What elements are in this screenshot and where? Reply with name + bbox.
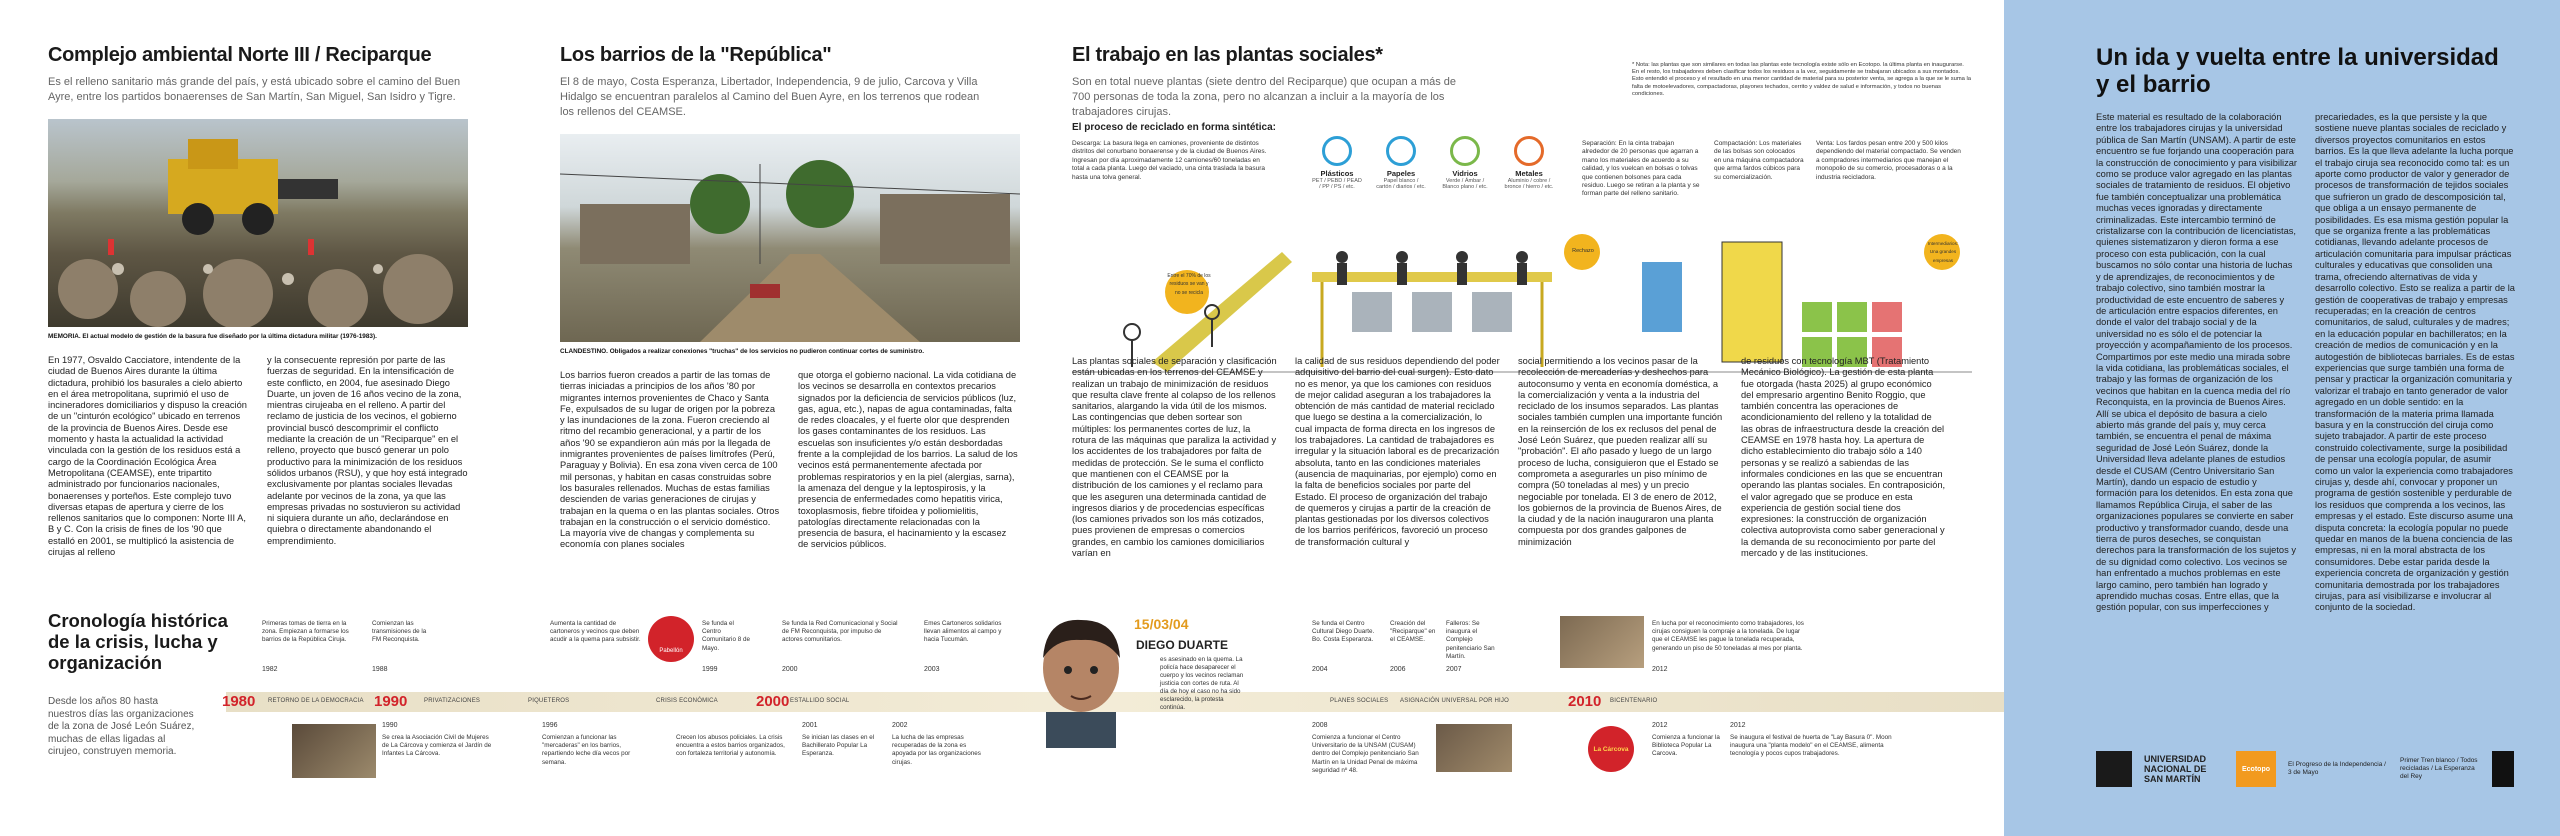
- ecotopo-logo: Ecotopo: [2236, 751, 2276, 787]
- event-top: Se funda el Centro Comunitario 8 de Mayo.: [702, 620, 750, 652]
- body-col-1: En 1977, Osvaldo Cacciatore, intendente de la ciudad de Buenos Aires durante la última dictadura, prohibió los basurales a cielo abierto en el área metropolitana, suprimió el uso de incineradores domiciliarios y dispuso la creación de un "cinturón ecológico" ubicado en terrenos de la provincia de Buenos Aires. Desde ese momento y hasta la actualidad la actividad vinculada con la gestión de los residuos está a cargo de la Coordinación Ecológica Área Metropolitana (CEAMSE), ente tripartito administrado por funcionarios nacionales, bonaerenses y porteños. Este complejo tuvo diversas etapas de apertura y cierre de los rellenos sanitarios que lo componen: Norte III A, B y C. Con la crisis de fines de los '90 que estalló en 2001, se multiplicó la asistencia de cirujas al relleno: [48, 355, 247, 558]
- body-col-2: y la consecuente represión por parte de las fuerzas de seguridad. En la intensificación de este conflicto, en 2004, fue asesinado Diego Duarte, un joven de 16 años vecino de la zona, mientras cirujeaba en el relleno. A partir del reclamo de justicia de los vecinos, el gobierno provincial buscó descomprimir el conflicto mediante la creación de un "Reciparque" en el relleno, proyecto que buscó generar un polo productivo para la minimización de los residuos sólidos urbanos (RSU), y que hoy está integrado exclusivamente por plantas sociales llevadas adelante por vecinos de la zona, ya que las empresas privadas no sostuvieron su actividad ni siquiera durante un año, declarándose en quiebra o directamente abandonando el emprendimiento.: [267, 355, 468, 546]
- section-title: El trabajo en las plantas sociales*: [1072, 44, 1383, 66]
- footnote: * Nota: las plantas que son similares en todas las plantas este tecnología existe sólo en Ecotopo. la última planta en inaugurarse. En el resto, los trabajadores deben clasificar todos los residuos a la vez, seguidamente se trabajaran ubicados a sus montados. Esto entendió el proceso y el resultado en una menor cantidad de material para su posterior venta, se agrega a la que se le suma la falta de motoelevadores, compactadoras, playones techados, cerrito y valdez de salud e información, y todos no buenas condiciones.: [1632, 62, 1972, 97]
- event-year: 2012: [1652, 722, 1668, 729]
- diagram-title: El proceso de reciclado en forma sintética:: [1072, 122, 1276, 133]
- paper-icon: [1386, 136, 1416, 166]
- event-year: 2008: [1312, 722, 1328, 729]
- category-papeles: [1376, 136, 1426, 226]
- event-top: Creación del "Reciparque" en el CEAMSE.: [1390, 620, 1436, 644]
- badge-intermediarios: Intermediarios: Una grandes empresas: [1927, 241, 1959, 263]
- bird-logo-icon: [2492, 751, 2514, 787]
- section-title: Los barrios de la "República": [560, 44, 832, 66]
- event-year: 2012: [1652, 666, 1668, 673]
- category-label: Metales: [1515, 169, 1543, 178]
- event-top: Se funda la Red Comunicacional y Social de FM Reconquista, por impulso de actores comunitarios.: [782, 620, 898, 644]
- era-label: ASIGNACIÓN UNIVERSAL POR HIJO: [1400, 698, 1509, 704]
- section-barrios: [560, 44, 1020, 551]
- event-year: 2012: [1730, 722, 1746, 729]
- photo-caption: CLANDESTINO. Obligados a realizar conexiones "truchas" de los servicios no pudieron continuar cortes de suministro.: [560, 348, 925, 355]
- event-photo: [292, 724, 376, 778]
- can-icon: [1514, 136, 1544, 166]
- body-col-1: Las plantas sociales de separación y clasificación están ubicadas en los terrenos del CEAMSE y realizan un trabajo de minimización de residuos que resulta clave frente al colapso de los rellenos sanitarios, alargando la vida útil de los mismos. Las contingencias que deben sortear son múltiples: los permanentes cortes de luz, la rotura de las máquinas que paraliza la actividad y los accidentes de los trabajadores por falta de medidas de protección. Se le suma el conflicto que mantienen con el CEAMSE por la distribución de los camiones y el reclamo para que les aseguren una determinada cantidad de ingresos diarios y de procedencias específicas (los camiones privados son los más cotizados, pues provienen de empresas o comercios grandes, en cambio los camiones domiciliarios varían en: [1072, 356, 1277, 559]
- photo-caption: MEMORIA. El actual modelo de gestión de la basura fue diseñado por la última dictadura militar (1976-1983).: [48, 333, 377, 340]
- event-top: En lucha por el reconocimiento como trabajadores, los cirujas consiguen la compraje a la tonelada. De lugar que el CEAMSE les pague la tonelada recuperada, generando un piso de 50 toneladas al mes por planta.: [1652, 620, 1804, 652]
- unsam-logo-icon: [2096, 751, 2132, 787]
- category-label: Plásticos: [1320, 169, 1354, 178]
- event-bottom: Se inician las clases en el Bachillerato Popular La Esperanza.: [802, 734, 875, 758]
- category-desc: PET / PEBD / PEAD / PP / PS / etc.: [1312, 178, 1362, 190]
- event-photo: [1436, 724, 1512, 772]
- diego-date: 15/03/04: [1134, 616, 1189, 632]
- event-top: Se funda el Centro Cultural Diego Duarte. Bo. Costa Esperanza.: [1312, 620, 1375, 644]
- category-metales: [1504, 136, 1554, 226]
- step-compactacion: Compactación: Los materiales de las bolsas son colocados en una máquina compactadora que arma fardos cúbicos para su comercialización.: [1714, 140, 1804, 181]
- section-title: Complejo ambiental Norte III / Reciparque: [48, 44, 432, 66]
- era-label: BICENTENARIO: [1610, 698, 1658, 704]
- aside-panel: [2004, 0, 2560, 836]
- event-bottom: Se inaugura el festival de huerta de "Lay Basura 0". Moon inaugura una "planta modelo" en el CEAMSE, alimenta tecnología y pocos cupos trabajadores.: [1730, 734, 1892, 758]
- decade-1980: 1980: [222, 693, 256, 710]
- logo-strip: [2096, 744, 2516, 794]
- step-separacion: Separación: En la cinta trabajan alrededor de 20 personas que agarran a mano los materiales de acuerdo a su calidad, y los vuelcan en bolsas o tolvas que contienen bolsones para cada residuo. Luego se retiran a la planta y se forman parte del relleno sanitario.: [1582, 140, 1700, 198]
- section-reciparque: [48, 44, 468, 558]
- event-top: Comienzan las transmisiones de la FM Reconquista.: [372, 620, 427, 644]
- step-venta: Venta: Los fardos pesan entre 200 y 500 kilos dependiendo del material compactado. Se venden a compradores intermediarios que manejan el monopolio de su comercio, procesadoras o a la industria recicladora.: [1816, 140, 1961, 181]
- neighborhood-photo: [560, 134, 1020, 342]
- event-year: 1990: [382, 722, 398, 729]
- badge-rechazo: Rechazo: [1572, 248, 1594, 254]
- category-label: Vidrios: [1452, 169, 1478, 178]
- section-body: [48, 355, 468, 558]
- event-bottom: Comienzan a funcionar las "mercaderas" en los barrios, repartiendo leche día vecos por semana.: [542, 734, 631, 766]
- event-year: 1982: [262, 666, 278, 673]
- event-year: 2000: [782, 666, 798, 673]
- badge-reject-percent: Entre el 70% de los residuos se van y no se recicla: [1167, 273, 1211, 296]
- recycling-diagram: [1072, 122, 1972, 392]
- street-illustration: [560, 134, 1020, 342]
- timeline-title: Cronología histórica de la crisis, lucha y organización: [48, 610, 228, 673]
- event-bottom: Comienza a funcionar el Centro Universitario de la UNSAM (CUSAM) dentro del Complejo penitenciario San Martín en la Unidad Penal de máxima seguridad nº 48.: [1312, 734, 1419, 774]
- section-subtitle: El 8 de mayo, Costa Esperanza, Libertador, Independencia, 9 de julio, Carcova y Villa Hidalgo se encuentran paralelos al Camino del Buen Ayre, en los terrenos que rodean los rellenos del CEAMSE.: [560, 76, 980, 118]
- body-col-2: que otorga el gobierno nacional. La vida cotidiana de los vecinos se desarrolla en contextos precarios signados por la deficiencia de servicios públicos (luz, gas, agua, etc.), napas de agua contaminadas, falta de redes cloacales, y el fuerte olor que desprenden los gases contaminantes de los residuos. Las escuelas son insuficientes y/o están desbordadas frente a la complejidad de los barrios. La salud de los vecinos está permanentemente afectada por problemas respiratorios y en la piel (alergias, sarna), la amenaza del dengue y la leptospirosis, y la presencia de enfermedades como hepatitis virica, toxoplasmosis, fiebre tifoidea y poliomielitis, patologías directamente relacionadas con la presencia de basura, el hacinamiento y la escasez de servicios públicos.: [798, 370, 1018, 550]
- decade-1990: 1990: [374, 693, 408, 710]
- event-bottom: La lucha de las empresas recuperadas de la zona es apoyada por las organizaciones cirujas.: [892, 734, 981, 766]
- section-subtitle: Es el relleno sanitario más grande del país, y está ubicado sobre el camino del Buen Ayre, entre los partidos bonaerenses de San Martín, San Miguel, San Isidro y Tigre.: [48, 76, 461, 103]
- diego-name: DIEGO DUARTE: [1136, 638, 1229, 652]
- event-year: 2006: [1390, 666, 1406, 673]
- body-col-3: social permitiendo a los vecinos pasar de la recolección de mercaderías y deshechos para autoconsumo y venta en economía doméstica, a la comercialización y venta a la industria del reciclado de los insumos separados. Las plantas sociales también cumplen una importante función en la reinserción de los ex reclusos del penal de José León Suárez, que pueden realizar allí su "probación". El año pasado y luego de un largo proceso de lucha, consiguieron que el Estado se comprometa a asegurarles un piso mínimo de compra (50 toneladas al mes) y un precio negociable por tonelada. El 3 de enero de 2012, los gobiernos de la provincia de Buenos Aires, de la ciudad y de la nación inauguraron una planta compuesta por dos grandes galpones de minimización: [1518, 356, 1723, 547]
- decade-2010: 2010: [1568, 693, 1602, 710]
- tren-logo: Primer Tren blanco / Todos recicladas / La Esperanza del Rey: [2400, 757, 2478, 780]
- carcova-badge-icon: La Cárcova: [1588, 726, 1634, 772]
- ecotopo-sub: El Progreso de la Independencia / 3 de Mayo: [2288, 761, 2386, 776]
- event-bottom: Comienza a funcionar la Biblioteca Popular La Carcova.: [1652, 734, 1720, 758]
- event-top: Falleros: Se inaugura el Complejo penitenciario San Martín.: [1446, 620, 1495, 660]
- event-bottom: Crecen los abusos policiales. La crisis encuentra a estos barrios organizados, con fortaleza territorial y autonomía.: [676, 734, 785, 758]
- era-label: RETORNO DE LA DEMOCRACIA: [268, 698, 364, 704]
- diego-text: es asesinado en la quema. La policía hace desaparecer el cuerpo y los vecinos reclaman justicia con cortes de ruta. Al día de hoy el caso no ha sido esclarecido, la protesta continúa.: [1160, 656, 1244, 711]
- era-label: CRISIS ECONÓMICA: [656, 698, 718, 704]
- diego-portrait: [1026, 608, 1136, 748]
- glass-icon: [1450, 136, 1480, 166]
- event-year: 2007: [1446, 666, 1462, 673]
- event-top: Aumenta la cantidad de cartoneros y vecinos que deben acudir a la quema para subsistir.: [550, 620, 641, 644]
- event-year: 1988: [372, 666, 388, 673]
- era-label: PLANES SOCIALES: [1330, 698, 1389, 704]
- timeline: [0, 594, 2004, 836]
- event-year: 1999: [702, 666, 718, 673]
- unsam-logo: UNIVERSIDAD NACIONAL DE SAN MARTÍN: [2144, 754, 2207, 784]
- event-year: 1996: [542, 722, 558, 729]
- era-label: ESTALLIDO SOCIAL: [790, 698, 850, 704]
- event-year: 2002: [892, 722, 908, 729]
- category-label: Papeles: [1386, 169, 1416, 178]
- landfill-illustration: [48, 119, 468, 327]
- category-plasticos: [1312, 136, 1362, 226]
- event-top: Primeras tomas de tierra en la zona. Empiezan a formarse los barrios de la República Ciruja.: [262, 620, 349, 644]
- body-col-4: de residuos con tecnología MBT (Tratamiento Mecánico Biológico). La gestión de esta planta fue otorgada (hasta 2025) al grupo económico del empresario argentino Benito Roggio, que también concentra las operaciones de acondicionamiento del relleno y la totalidad de las obras de infraestructura desde la creación del CEAMSE en 1978 hasta hoy. La apertura de dicho establecimiento dio trabajo sólo a 140 personas y se realizó a sabiendas de las informales condiciones en las que se encuentran operando las plantas sociales. En contraposición, el valor agregado que se produce en esta experiencia de gestión social tiene dos expresiones: la construcción de organización colectiva autoprovista como saber generacional y la demanda de su reconocimiento por parte del mercado y de las instituciones.: [1741, 356, 1946, 559]
- cronica-badge-icon: Pabellón: [648, 616, 694, 662]
- category-desc: Verde / Ámbar / Blanco plano / etc.: [1442, 178, 1488, 190]
- decade-2000: 2000: [756, 693, 790, 710]
- step-descarga: Descarga: La basura llega en camiones, proveniente de distintos distritos del conurbano bonaerense y de la ciudad de Buenos Aires. Ingresan por día aproximadamente 12 camiones/60 toneladas en total a cada planta. Luego del vaciado, una cinta traslada la basura hasta una tolva general.: [1072, 140, 1267, 181]
- category-desc: Aluminio / cobre / bronce / hierro / etc.: [1504, 178, 1554, 190]
- aside-body: Este material es resultado de la colaboración entre los trabajadores cirujas y la universidad pública de San Martín (UNSAM). A partir de este encuentro se fue forjando una cooperación para la construcción de conocimiento y para visibilizar como se produce valor agregado en las plantas sociales de tratamiento de residuos. El objetivo fue también conceptualizar una problemática muchas veces ignoradas y directamente criminalizadas. Este intercambio terminó de cristalizarse con la contribución de licenciatistas, quienes sistematizaron y dieron forma a ese proceso con esta publicación, con la cual buscamos no sólo contar una historia de luchas y de aprendizajes, de reconocimientos y de trabajo colectivo, sino también mostrar la productividad de este encuentro de saberes y de articulación entre espacios diferentes, en donde el valor del trabajo social y de la universidad no es sólo el de potenciar la proyección y acompañamiento de los procesos. Compartimos por este medio una mirada sobre la vida cotidiana, las problemáticas sociales, el trabajo y las formas de organización de los vecinos que habitan en la cuenca media del río Reconquista, en la provincia de Buenos Aires. Allí se ubica el depósito de basura a cielo abierto más grande del país y, muy cerca también, se encuentra el penal de máxima seguridad de José León Suárez, donde la Universidad lleva adelante planes de estudios desde el CUSAM (Centro Universitario San Martín), dando un espacio de estudio y formación para los detenidos. En esta zona que llamamos República Ciruja, el saber de las organizaciones populares se convierte en saber productivo y transformador cuando, desde una tierra de puros deseches, se conquistan derechos para la transformación de los sujetos y de su dignidad como colectivo. Los vecinos se han enfrentado a muchos problemas en este largo camino, pero también han logrado y aprendido muchas cosas. Entre ellas, que la gestión popular, con sus imperfecciones y precariedades, es la que persiste y la que sostiene nueve plantas sociales de reciclado y diversos proyectos comunitarios en estos barrios. Es la que lleva adelante la lucha porque el trabajo ciruja sea reconocido como tal: es un aporte como productor de valor y generador de procesos de transformación de tejidos sociales que sufrieron un grado de descomposición tal, que obliga a un ensayo permanente de posibilidades. Es esa misma gestión popular la que se organiza frente a las problemáticas cotidianas, llevando adelante procesos de articulación comunitaria para impulsar prácticas culturales y educativas que consoliden una trama, ofreciendo alternativas de vida y desarrollo colectivo. Esto se realiza a partir de la gestión de cooperativas de trabajo y empresas recuperadas; en la creación de centros comunitarios, de salud, culturales y de madres; en la educación popular en bachilleratos; en la creación de medios de comunicación y en la autogestión de bibliotecas barriales. Es de estas experiencias que surge también una forma de pensar y practicar la organización comunitaria y valorizar el trabajo en tanto generador de valor agregado en un doble sentido: en la transformación de la materia prima llamada basura y en la construcción del ciruja como sujeto trabajador. A partir de este proceso construido colectivamente, surge la posibilidad de pensar una ecología popular, de asumir como un valor la experiencia como trabajadores cirujas y, desde ahí, convocar y proponer un programa de gestión sostenible y perdurable de los residuos que comprenda a los vecinos, las empresas y el estado. Este discurso asume una disputa concreta: la ecología popular no puede quedar en manos de la buena conciencia de las empresas, ni en la moral abstracta de los consumidores. Debe estar parida desde la experiencia concreta de organización y gestión comunitaria demostrada por los trabajadores cirujas, para así visibilizarse e involucrar al conjunto de la sociedad.: [2096, 112, 2515, 613]
- category-desc: Papel blanco / cartón / diarios / etc.: [1376, 178, 1426, 190]
- event-bottom: Se crea la Asociación Civil de Mujeres de La Cárcova y comienza el Jardín de Infantes La Cárcova.: [382, 734, 492, 758]
- aside-title: Un ida y vuelta entre la universidad y el barrio: [2096, 44, 2499, 98]
- era-label: PRIVATIZACIONES: [424, 698, 481, 704]
- event-year: 2001: [802, 722, 818, 729]
- era-label: PIQUETEROS: [528, 698, 570, 704]
- body-col-1: Los barrios fueron creados a partir de las tomas de tierras iniciadas a principios de los años '80 por migrantes internos provenientes de Chaco y Santa Fe, expulsados de su lugar de origen por la pobreza y las inundaciones de la zona. Fueron creciendo al ritmo del recambio generacional, y a partir de los años '90 se expandieron aún más por la llegada de inmigrantes provenientes de países limítrofes (Perú, Paraguay y Bolivia). En esa zona viven cerca de 100 mil personas, y habitan en casas construidas sobre los basurales rellenados. Muchas de estas familias descienden de varias generaciones de cirujas y trabajan en la quema o en las plantas sociales. Otros trabajan en la construcción o el servicio doméstico. La mayoría vive de changas y complementa su economía con planes sociales: [560, 370, 780, 550]
- body-col-2: la calidad de sus residuos dependiendo del poder adquisitivo del barrio del cual surgen). Esto dato no es menor, ya que los camiones con residuos de mejor calidad aseguran a los trabajadores la obtención de más cantidad de material reciclado que luego se destina a la comercialización, lo cual impacta de forma directa en los ingresos de los trabajadores. La cantidad de trabajadores es irregular y la situación laboral es de precarización absoluta, tanto en las condiciones materiales (ausencia de maquinarias, por ejemplo) como en la falta de beneficios sociales por parte del Estado. El proceso de organización del trabajo de quemeros y cirujas a partir de la creación de plantas gestionadas por los diversos colectivos de los barrios periféricos, favoreció un proceso de transformación cultural y: [1295, 356, 1500, 547]
- event-top: Emes Cartoneros solidarios llevan alimentos al campo y hacia Tucumán.: [924, 620, 1002, 644]
- bottle-icon: [1322, 136, 1352, 166]
- diego-duarte-feature: [1026, 608, 1256, 748]
- material-categories: [1312, 136, 1562, 226]
- event-photo: [1560, 616, 1644, 668]
- section-body: [1072, 356, 1946, 559]
- event-year: 2003: [924, 666, 940, 673]
- timeline-intro: Desde los años 80 hasta nuestros días las organizaciones de la zona de José León Suárez, muchas de ellas ligadas al cirujeo, construyen memoria.: [48, 696, 195, 757]
- landfill-photo: [48, 119, 468, 327]
- section-body: [560, 370, 1020, 551]
- event-year: 2004: [1312, 666, 1328, 673]
- category-vidrios: [1440, 136, 1490, 226]
- section-plantas: [1072, 44, 1972, 559]
- section-subtitle: Son en total nueve plantas (siete dentro del Reciparque) que ocupan a más de 700 personas de toda la zona, pero no alcanzan a incluir a la mayoría de los trabajadores cirujas.: [1072, 76, 1457, 118]
